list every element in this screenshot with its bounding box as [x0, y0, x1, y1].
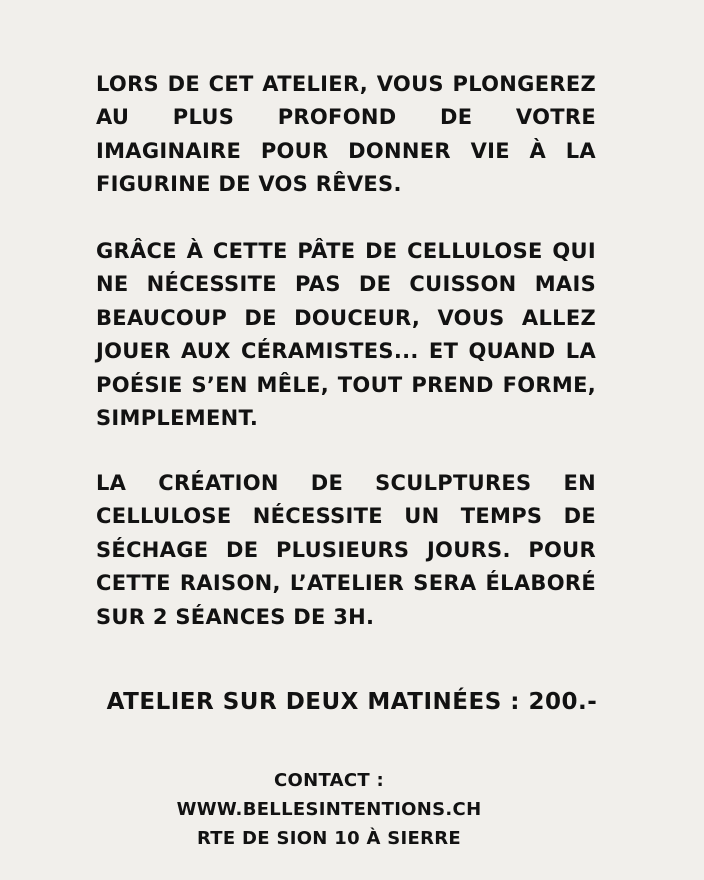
- contact-website-link[interactable]: WWW.BELLESINTENTIONS.CH: [176, 799, 482, 820]
- contact-label: CONTACT :: [273, 770, 385, 791]
- contact-block: [0, 766, 658, 853]
- drying-paragraph: LA CRÉATION DE SCULPTURES EN CELLULOSE NÉCESSITE UN TEMPS DE SÉCHAGE DE PLUSIEURS JOURS. POUR CETTE RAISON, L’ATELIER SERA ÉLABORÉ SUR 2 SÉANCES DE 3H.: [96, 471, 596, 629]
- material-paragraph: GRÂCE À CETTE PÂTE DE CELLULOSE QUI NE NÉCESSITE PAS DE CUISSON MAIS BEAUCOUP DE DOUCEUR, VOUS ALLEZ JOUER AUX CÉRAMISTES... ET QUAND LA POÉSIE S’EN MÊLE, TOUT PREND FORME, SIMPLEMENT.: [96, 239, 596, 431]
- intro-paragraph: LORS DE CET ATELIER, VOUS PLONGEREZ AU PLUS PROFOND DE VOTRE IMAGINAIRE POUR DONNER VIE À LA FIGURINE DE VOS RÊVES.: [96, 72, 596, 197]
- price-line: ATELIER SUR DEUX MATINÉES : 200.-: [106, 689, 598, 715]
- contact-address: RTE DE SION 10 À SIERRE: [196, 828, 462, 849]
